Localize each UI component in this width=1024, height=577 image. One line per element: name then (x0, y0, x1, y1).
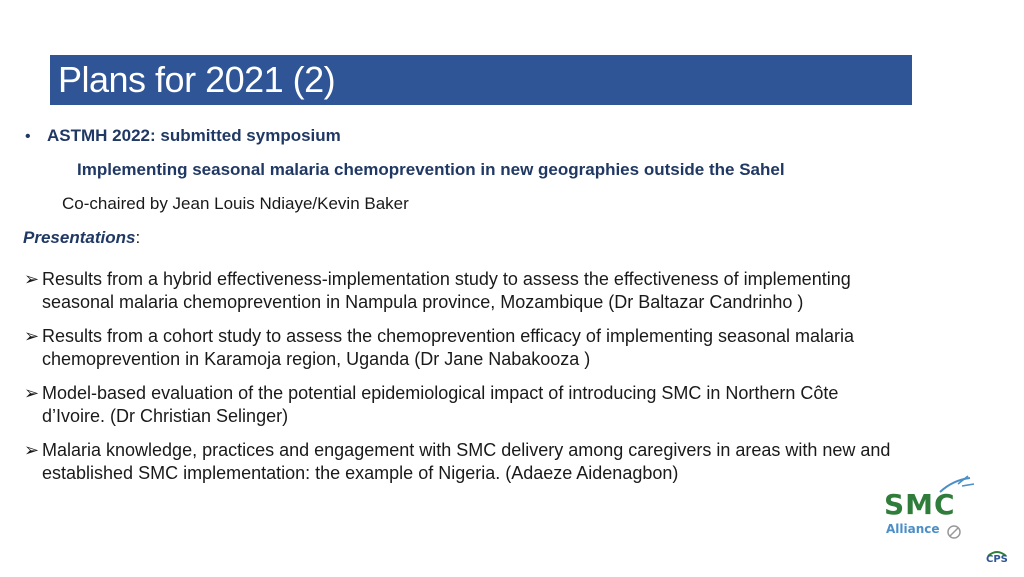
list-item (24, 439, 904, 485)
symposium-title: Implementing seasonal malaria chemoprevention in new geographies outside the Sahel (77, 160, 785, 179)
cochairs-line: Co-chaired by Jean Louis Ndiaye/Kevin Baker (62, 194, 409, 213)
presentations-label: Presentations (23, 228, 136, 247)
arrow-bullet-icon: ➢ (24, 440, 40, 460)
presentations-colon: : (135, 228, 141, 247)
logo-sub: Alliance (886, 522, 940, 536)
main-bullet (25, 126, 341, 146)
arrow-bullet-icon: ➢ (24, 269, 40, 289)
bullet-dot-icon: • (25, 128, 31, 145)
presentation-text: Model-based evaluation of the potential epidemiological impact of introducing SMC in Northern Côte d’Ivoire. (Dr Christian Selinger) (42, 383, 839, 426)
presentation-text: Malaria knowledge, practices and engagement with SMC delivery among caregivers in areas with new and established SMC implementation: the example of Nigeria. (Adaeze Aidenagbon) (42, 440, 891, 483)
slide-title: Plans for 2021 (2) (58, 59, 336, 100)
presentation-text: Results from a cohort study to assess the chemoprevention efficacy of implementing seasonal malaria chemoprevention in Karamoja region, Uganda (Dr Jane Nabakooza ) (42, 326, 855, 369)
presentation-list (24, 268, 904, 496)
logo-name: SMC (884, 488, 956, 521)
main-bullet-text: ASTMH 2022: submitted symposium (47, 126, 341, 145)
list-item (24, 268, 904, 314)
presentations-heading (23, 228, 140, 248)
small-logo-name: CPS (986, 554, 1008, 565)
title-bar (50, 55, 912, 105)
cps-alliance-logo-icon (984, 550, 1010, 572)
list-item (24, 325, 904, 371)
smc-alliance-logo-icon (878, 474, 978, 544)
arrow-bullet-icon: ➢ (24, 383, 40, 403)
presentation-text: Results from a hybrid effectiveness-implementation study to assess the effectiveness of implementing seasonal malaria chemoprevention in Nampula province, Mozambique (Dr Baltazar Candrinho ) (42, 269, 851, 312)
list-item (24, 382, 904, 428)
arrow-bullet-icon: ➢ (24, 326, 40, 346)
